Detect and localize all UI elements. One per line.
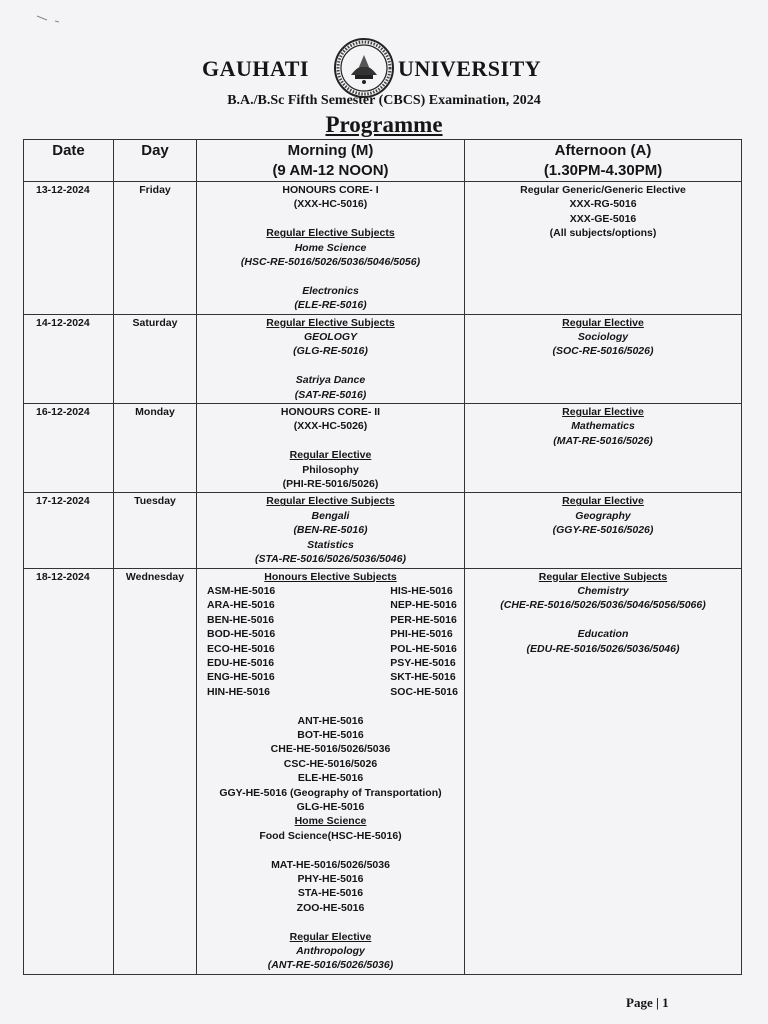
row-date: 18-12-2024 bbox=[24, 568, 114, 974]
row-date: 16-12-2024 bbox=[24, 404, 114, 493]
schedule-line: (SOC-RE-5016/5026) bbox=[552, 345, 654, 358]
section-heading: Regular Elective Subjects bbox=[266, 495, 395, 508]
schedule-line: HONOURS CORE- I bbox=[282, 184, 379, 196]
schedule-line: (BEN-RE-5016) bbox=[293, 524, 368, 537]
schedule-line: Regular Generic/Generic Elective bbox=[520, 184, 686, 196]
schedule-line: CHE-HE-5016/5026/5036 bbox=[270, 743, 391, 756]
morning-cell bbox=[197, 404, 465, 493]
section-heading: Regular Elective Subjects bbox=[266, 316, 395, 329]
schedule-line: STA-HE-5016 bbox=[297, 887, 364, 900]
section-heading: Regular Elective bbox=[562, 316, 644, 329]
university-name-left: GAUHATI bbox=[202, 56, 309, 81]
exam-schedule-table bbox=[23, 139, 742, 975]
section-heading: Regular Elective bbox=[562, 495, 644, 508]
table-row bbox=[24, 404, 742, 493]
morning-cell bbox=[197, 493, 465, 568]
schedule-line: Bengali bbox=[311, 509, 350, 522]
header-afternoon bbox=[465, 140, 742, 182]
afternoon-cell bbox=[465, 404, 742, 493]
section-heading: Regular Elective bbox=[289, 930, 372, 943]
schedule-line: (ANT-RE-5016/5026/5036) bbox=[267, 959, 394, 972]
subject-code: BEN-HE-5016 bbox=[207, 613, 275, 626]
afternoon-cell bbox=[465, 182, 742, 315]
subject-code: ARA-HE-5016 bbox=[207, 599, 275, 612]
subject-code: PER-HE-5016 bbox=[390, 613, 457, 626]
section-heading: Home Science bbox=[294, 815, 367, 828]
schedule-line: Education bbox=[577, 628, 629, 641]
schedule-line: Food Science(HSC-HE-5016) bbox=[259, 829, 402, 842]
schedule-line: (CHE-RE-5016/5026/5036/5046/5056/5066) bbox=[500, 599, 706, 612]
schedule-line: ANT-HE-5016 bbox=[297, 714, 364, 727]
programme-title: Programme bbox=[325, 112, 443, 137]
subject-code: ECO-HE-5016 bbox=[207, 642, 275, 655]
table-row bbox=[24, 493, 742, 568]
schedule-line: ZOO-HE-5016 bbox=[296, 901, 365, 914]
table-row bbox=[24, 314, 742, 403]
subject-code: ENG-HE-5016 bbox=[207, 671, 275, 684]
exam-title: B.A./B.Sc Fifth Semester (CBCS) Examination, 2024 bbox=[227, 93, 541, 108]
schedule-line: Philosophy bbox=[302, 463, 359, 476]
spacer bbox=[197, 843, 464, 857]
schedule-line: (EDU-RE-5016/5026/5036/5046) bbox=[526, 642, 680, 655]
schedule-line: (ELE-RE-5016) bbox=[294, 299, 367, 312]
schedule-line: (XXX-HC-5016) bbox=[293, 198, 368, 211]
row-day: Friday bbox=[114, 182, 197, 315]
subject-code: ASM-HE-5016 bbox=[207, 584, 276, 597]
spacer bbox=[197, 269, 464, 283]
schedule-line: (XXX-HC-5026) bbox=[293, 420, 368, 433]
section-heading: Regular Elective bbox=[289, 449, 372, 462]
schedule-line: BOT-HE-5016 bbox=[297, 728, 364, 741]
schedule-line: Home Science bbox=[294, 241, 367, 254]
schedule-line: (All subjects/options) bbox=[549, 227, 657, 240]
schedule-line: (GGY-RE-5016/5026) bbox=[552, 524, 654, 537]
schedule-line: PHY-HE-5016 bbox=[297, 873, 364, 885]
table-row bbox=[24, 568, 742, 974]
schedule-line: Chemistry bbox=[577, 584, 629, 597]
schedule-line: (STA-RE-5016/5026/5036/5046) bbox=[255, 553, 406, 566]
subject-code: EDU-HE-5016 bbox=[207, 656, 275, 669]
row-day: Monday bbox=[114, 404, 197, 493]
morning-cell bbox=[197, 314, 465, 403]
spacer bbox=[197, 699, 464, 713]
subject-code: POL-HE-5016 bbox=[390, 642, 457, 655]
header-morning-label: Morning (M) bbox=[287, 142, 374, 159]
university-emblem-icon bbox=[333, 37, 395, 99]
schedule-line: (HSC-RE-5016/5026/5036/5046/5056) bbox=[240, 256, 421, 269]
schedule-line: Sociology bbox=[577, 331, 629, 344]
spacer bbox=[197, 915, 464, 929]
row-date: 13-12-2024 bbox=[24, 182, 114, 315]
schedule-line: (SAT-RE-5016) bbox=[294, 388, 367, 401]
row-day: Tuesday bbox=[114, 493, 197, 568]
schedule-line: Statistics bbox=[307, 538, 354, 551]
schedule-line: ELE-HE-5016 bbox=[297, 772, 364, 785]
header-morning-time: (9 AM-12 NOON) bbox=[272, 162, 389, 179]
schedule-line: GLG-HE-5016 bbox=[296, 800, 365, 813]
afternoon-cell bbox=[465, 568, 742, 974]
subject-code: HIN-HE-5016 bbox=[207, 685, 271, 698]
section-heading: Regular Elective bbox=[562, 406, 644, 419]
row-day: Saturday bbox=[114, 314, 197, 403]
schedule-line: Satriya Dance bbox=[295, 374, 366, 387]
schedule-line: MAT-HE-5016/5026/5036 bbox=[271, 858, 390, 871]
subject-code: BOD-HE-5016 bbox=[207, 628, 276, 641]
subject-code: PSY-HE-5016 bbox=[390, 656, 456, 669]
spacer bbox=[465, 613, 741, 627]
afternoon-cell bbox=[465, 493, 742, 568]
spacer bbox=[197, 359, 464, 373]
header-afternoon-time: (1.30PM-4.30PM) bbox=[543, 162, 663, 179]
header-date: Date bbox=[24, 140, 114, 182]
subject-code: NEP-HE-5016 bbox=[390, 599, 457, 612]
schedule-line: Anthropology bbox=[296, 945, 365, 958]
section-heading: Regular Elective Subjects bbox=[538, 570, 668, 583]
schedule-line: (MAT-RE-5016/5026) bbox=[553, 434, 653, 447]
subject-code: SKT-HE-5016 bbox=[390, 671, 456, 684]
morning-cell bbox=[197, 182, 465, 315]
afternoon-cell bbox=[465, 314, 742, 403]
subject-code: HIS-HE-5016 bbox=[390, 584, 453, 597]
table-row bbox=[24, 182, 742, 315]
codes-column-right bbox=[390, 584, 458, 699]
scan-mark bbox=[35, 14, 65, 24]
schedule-line: Geography bbox=[575, 509, 631, 522]
header-day: Day bbox=[114, 140, 197, 182]
table-header-row bbox=[24, 140, 742, 182]
subject-code: SOC-HE-5016 bbox=[390, 685, 458, 698]
schedule-line: (GLG-RE-5016) bbox=[293, 345, 368, 358]
spacer bbox=[197, 212, 464, 226]
spacer bbox=[197, 434, 464, 448]
row-day: Wednesday bbox=[114, 568, 197, 974]
row-date: 17-12-2024 bbox=[24, 493, 114, 568]
section-heading: Regular Elective Subjects bbox=[266, 227, 395, 240]
university-name-right: UNIVERSITY bbox=[398, 56, 542, 81]
header-afternoon-label: Afternoon (A) bbox=[554, 142, 652, 159]
schedule-line: GGY-HE-5016 (Geography of Transportation) bbox=[219, 786, 442, 799]
schedule-line: XXX-RG-5016 bbox=[569, 198, 637, 211]
schedule-line: Mathematics bbox=[571, 420, 635, 433]
codes-column-left bbox=[207, 584, 275, 699]
schedule-line: (PHI-RE-5016/5026) bbox=[282, 478, 379, 491]
page-number: Page | 1 bbox=[626, 995, 669, 1010]
schedule-line: HONOURS CORE- II bbox=[280, 406, 381, 419]
morning-cell bbox=[197, 568, 465, 974]
row-date: 14-12-2024 bbox=[24, 314, 114, 403]
header-morning bbox=[197, 140, 465, 182]
schedule-line: Electronics bbox=[302, 284, 359, 297]
section-heading: Honours Elective Subjects bbox=[264, 570, 397, 583]
subject-code: PHI-HE-5016 bbox=[390, 628, 453, 641]
schedule-line: CSC-HE-5016/5026 bbox=[283, 757, 378, 770]
schedule-line: GEOLOGY bbox=[303, 331, 358, 344]
schedule-line: XXX-GE-5016 bbox=[569, 212, 637, 225]
honours-codes bbox=[197, 584, 464, 699]
